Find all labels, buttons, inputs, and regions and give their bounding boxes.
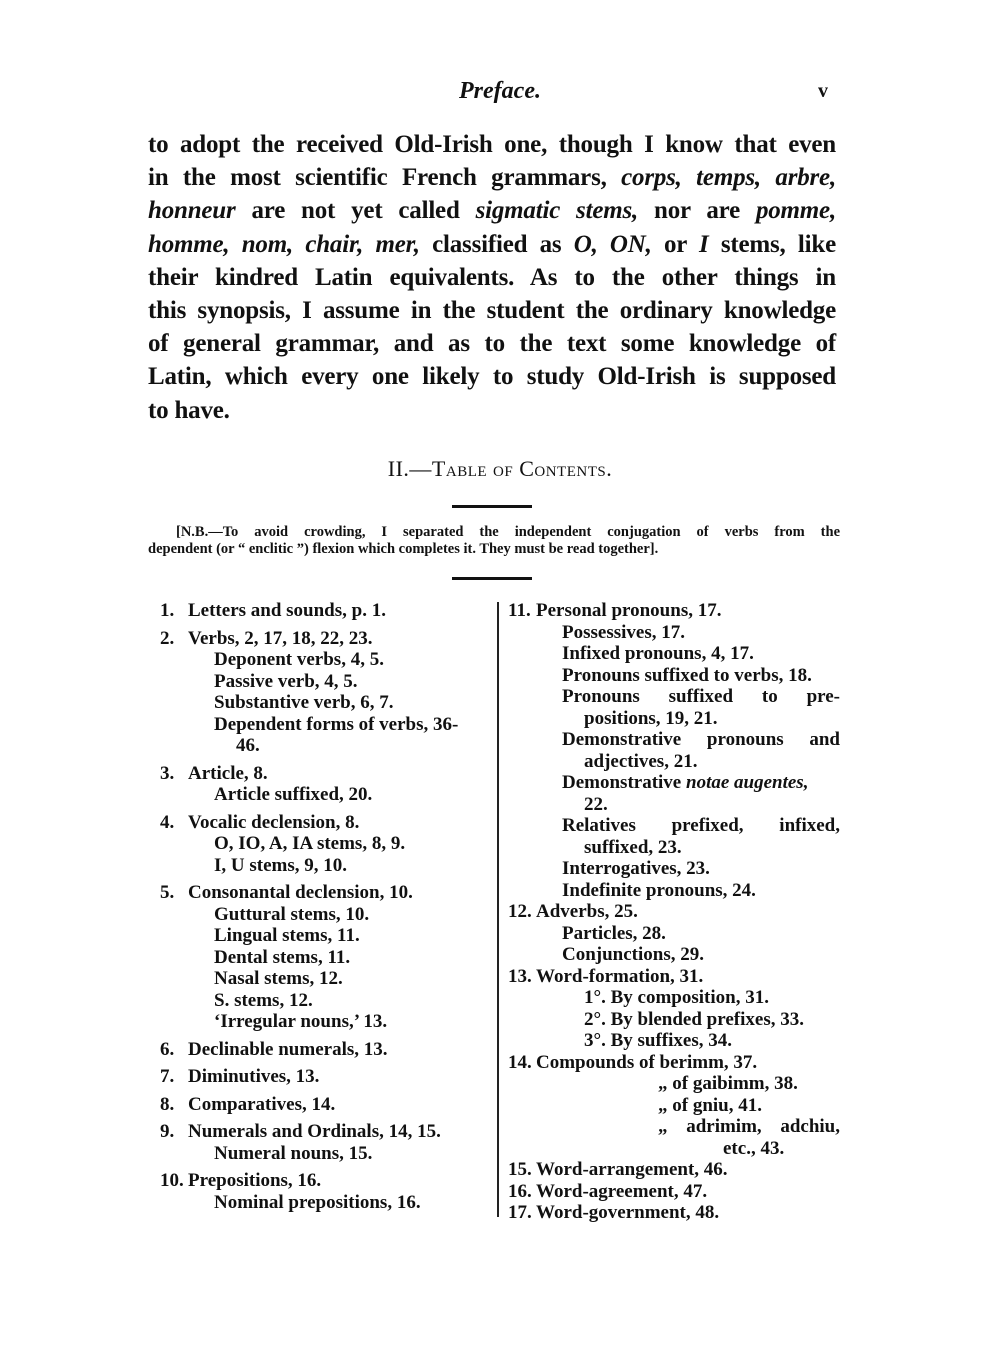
toc-entry-title: Particles, 28. (562, 922, 666, 944)
toc-entry (508, 686, 840, 708)
toc-entry (508, 901, 840, 923)
toc-entry (508, 1202, 840, 1224)
text-segment: sigmatic stems, (475, 197, 639, 225)
toc-entry (160, 968, 490, 990)
toc-entry (508, 880, 840, 902)
toc-entry-title: Demonstrative (562, 772, 686, 793)
toc-entry-number: 12. (508, 901, 532, 922)
toc-entry-number: 6. (160, 1038, 175, 1060)
paragraph-line (148, 228, 836, 261)
toc-entry-title: Deponent verbs, 4, 5. (214, 649, 384, 670)
toc-entry-number: 4. (160, 811, 175, 833)
paragraph-line (148, 327, 836, 360)
toc-entry-title: Conjunctions, 29. (562, 944, 704, 965)
toc-entry (508, 665, 840, 687)
text-segment: honneur (148, 197, 236, 225)
toc-entry-title: Numerals and Ordinals, 14, 15. (188, 1121, 441, 1142)
toc-entry-italic: notae augentes, (686, 772, 809, 793)
toc-entry-title: Indefinite pronouns, 24. (562, 879, 756, 901)
toc-entry-number: 15. (508, 1159, 532, 1180)
text-segment: in the most scientific French grammars, (148, 164, 622, 192)
text-segment: of general grammar, and as to the text some knowledge of (148, 330, 836, 358)
toc-entry-number: 16. (508, 1180, 532, 1202)
toc-entry-title: Letters and sounds, p. 1. (188, 600, 386, 621)
toc-entry (160, 925, 490, 947)
toc-entry-title: Article suffixed, 20. (214, 784, 373, 805)
toc-entry-title: Word-arrangement, 46. (536, 1159, 728, 1180)
rule-top (452, 505, 532, 508)
toc-entry-title: Word-agreement, 47. (536, 1180, 708, 1202)
toc-entry-title: 22. (584, 793, 608, 815)
toc-entry (160, 1143, 490, 1165)
toc-entry (160, 1039, 490, 1061)
note-line: dependent (or “ enclitic ”) flexion which completes it. They must be read together]. (148, 541, 659, 557)
preface-paragraph (148, 128, 836, 427)
toc-entry (508, 794, 840, 816)
toc-entry-text (562, 686, 840, 708)
toc-entry (508, 772, 840, 794)
toc-entry (508, 923, 840, 945)
toc-entry (508, 1073, 840, 1095)
toc-entry (508, 1052, 840, 1074)
text-segment: pomme, (755, 197, 836, 225)
paragraph-line (148, 161, 836, 194)
toc-entry-number: 1. (160, 600, 175, 621)
toc-entry-number: 8. (160, 1093, 175, 1115)
toc-entry (508, 708, 840, 730)
toc-entry-title: Article, 8. (188, 762, 268, 784)
toc-entry (160, 784, 490, 806)
toc-entry (160, 1094, 490, 1116)
toc-entry-title: „ adrimim, adchiu, (658, 1116, 840, 1137)
toc-entry (160, 812, 490, 834)
column-divider (497, 602, 499, 1217)
toc-entry-title: etc., 43. (723, 1137, 785, 1159)
page-number: v (818, 80, 828, 102)
toc-entry-title: Numeral nouns, 15. (214, 1142, 373, 1164)
toc-entry-number: 3. (160, 762, 175, 784)
toc-entry-title: Possessives, 17. (562, 621, 685, 643)
paragraph-line (148, 394, 836, 427)
paragraph-line (148, 360, 836, 393)
toc-entry-title: suffixed, 23. (584, 836, 682, 858)
toc-entry-title: Adverbs, 25. (536, 901, 638, 922)
toc-entry (160, 735, 490, 757)
toc-entry-number: 14. (508, 1051, 532, 1073)
toc-entry (160, 833, 490, 855)
text-segment: nor are (638, 197, 756, 225)
text-segment: I (699, 230, 709, 258)
toc-entry-title: Dental stems, 11. (214, 946, 351, 968)
toc-entry (160, 947, 490, 969)
toc-entry-title: Demonstrative pronouns and (562, 729, 840, 750)
running-title: Preface. (459, 78, 541, 104)
toc-entry-title: Declinable numerals, 13. (188, 1038, 388, 1060)
text-segment: classified as (419, 230, 574, 258)
toc-entry-text (562, 815, 840, 837)
toc-entry-title: Consonantal declension, 10. (188, 882, 413, 903)
toc-right-column (508, 600, 840, 1224)
text-segment: their kindred Latin equivalents. As to the other things in (148, 263, 836, 291)
paragraph-line (148, 294, 836, 327)
toc-entry (508, 1116, 840, 1138)
text-segment: corps, temps, arbre, (621, 164, 837, 192)
toc-entry (508, 1030, 840, 1052)
paragraph-line (148, 261, 836, 294)
rule-bottom (452, 577, 532, 580)
toc-entry-title: Vocalic declension, 8. (188, 811, 360, 833)
toc-entry-number: 7. (160, 1066, 175, 1087)
toc-entry-title: Pronouns suffixed to pre- (562, 686, 840, 707)
toc-entry-number: 2. (160, 627, 175, 649)
toc-entry-title: Nominal prepositions, 16. (214, 1191, 421, 1213)
toc-entry (160, 990, 490, 1012)
text-segment: stems, like (708, 230, 836, 258)
toc-entry-title: Pronouns suffixed to verbs, 18. (562, 664, 812, 686)
text-segment: O, ON, (573, 230, 652, 258)
paragraph-line (148, 128, 836, 161)
toc-entry-number: 13. (508, 965, 532, 987)
toc-entry-title: „ of gaibimm, 38. (658, 1073, 798, 1094)
toc-entry (160, 1121, 490, 1143)
toc-entry-title: Comparatives, 14. (188, 1093, 336, 1115)
note-line: [N.B.—To avoid crowding, I separated the independent conjugation of verbs from the (176, 524, 840, 540)
toc-entry (508, 1009, 840, 1031)
toc-entry (508, 1181, 840, 1203)
toc-entry-text (562, 729, 840, 751)
toc-entry-number: 5. (160, 882, 175, 903)
toc-entry-title: Lingual stems, 11. (214, 925, 360, 946)
toc-entry-title: ‘Irregular nouns,’ 13. (214, 1011, 388, 1032)
toc-entry (160, 904, 490, 926)
toc-entry (160, 763, 490, 785)
text-segment: are not yet called (235, 197, 476, 225)
toc-entry (160, 882, 490, 904)
toc-entry-number: 10. (160, 1170, 184, 1191)
section-heading: II.—Table of Contents. (387, 456, 613, 481)
text-segment: to have. (148, 396, 230, 424)
toc-left-column (160, 600, 490, 1213)
text-segment: or (651, 230, 700, 258)
toc-entry-title: „ of gniu, 41. (658, 1094, 762, 1116)
toc-entry (508, 1159, 840, 1181)
toc-entry (508, 837, 840, 859)
toc-entry (508, 751, 840, 773)
text-segment: Latin, which every one likely to study Old-Irish is supposed (148, 363, 836, 391)
toc-entry-title: 3°. By suffixes, 34. (584, 1030, 732, 1051)
toc-entry-number: 9. (160, 1121, 175, 1142)
toc-entry-title: positions, 19, 21. (584, 707, 718, 729)
toc-entry (508, 987, 840, 1009)
toc-entry (160, 628, 490, 650)
toc-entry-title: Prepositions, 16. (188, 1170, 322, 1191)
toc-entry-title: Guttural stems, 10. (214, 903, 370, 925)
toc-entry-title: Word-government, 48. (536, 1202, 720, 1223)
text-segment: this synopsis, I assume in the student the ordinary knowledge (148, 296, 836, 324)
toc-entry-title: Infixed pronouns, 4, 17. (562, 643, 754, 664)
toc-entry (508, 1138, 840, 1160)
toc-entry (160, 692, 490, 714)
toc-entry-title: Dependent forms of verbs, 36- (214, 713, 459, 735)
toc-entry-title: adjectives, 21. (584, 750, 698, 772)
toc-entry (160, 1170, 490, 1192)
toc-entry-title: 46. (236, 735, 260, 756)
toc-entry-number: 17. (508, 1202, 532, 1223)
toc-entry-title: S. stems, 12. (214, 989, 313, 1011)
toc-entry (508, 600, 840, 622)
toc-entry (508, 815, 840, 837)
toc-entry (160, 649, 490, 671)
toc-entry (508, 966, 840, 988)
nb-note (148, 524, 840, 558)
toc-entry (160, 671, 490, 693)
toc-entry-title: Relatives prefixed, infixed, (562, 815, 840, 836)
toc-entry-title: Diminutives, 13. (188, 1066, 320, 1087)
toc-entry-title: Interrogatives, 23. (562, 858, 710, 879)
toc-entry (160, 1192, 490, 1214)
toc-entry (160, 1011, 490, 1033)
toc-entry-title: I, U stems, 9, 10. (214, 854, 347, 876)
toc-entry-title: O, IO, A, IA stems, 8, 9. (214, 833, 406, 854)
toc-entry-title: Compounds of berimm, 37. (536, 1051, 758, 1073)
paragraph-line (148, 194, 836, 227)
toc-entry-title: Passive verb, 4, 5. (214, 670, 358, 692)
toc-entry (160, 855, 490, 877)
toc-entry-title: Substantive verb, 6, 7. (214, 692, 394, 713)
toc-entry-title: 2°. By blended prefixes, 33. (584, 1008, 804, 1030)
toc-entry (508, 944, 840, 966)
toc-entry (160, 600, 490, 622)
toc-entry-number: 11. (508, 600, 531, 621)
toc-entry (160, 714, 490, 736)
toc-entry-text (658, 1116, 840, 1138)
text-segment: homme, nom, chair, mer, (148, 230, 420, 258)
toc-entry-title: Verbs, 2, 17, 18, 22, 23. (188, 627, 373, 649)
toc-entry (508, 729, 840, 751)
toc-entry (508, 622, 840, 644)
toc-entry (160, 1066, 490, 1088)
toc-entry (508, 1095, 840, 1117)
toc-entry-title: Personal pronouns, 17. (536, 600, 722, 621)
toc-entry (508, 858, 840, 880)
text-segment: to adopt the received Old-Irish one, though I know that even (148, 131, 836, 158)
toc-entry-title: Word-formation, 31. (536, 965, 704, 987)
toc-entry-title: Nasal stems, 12. (214, 968, 343, 989)
toc-entry (508, 643, 840, 665)
toc-entry-title: 1°. By composition, 31. (584, 987, 769, 1008)
